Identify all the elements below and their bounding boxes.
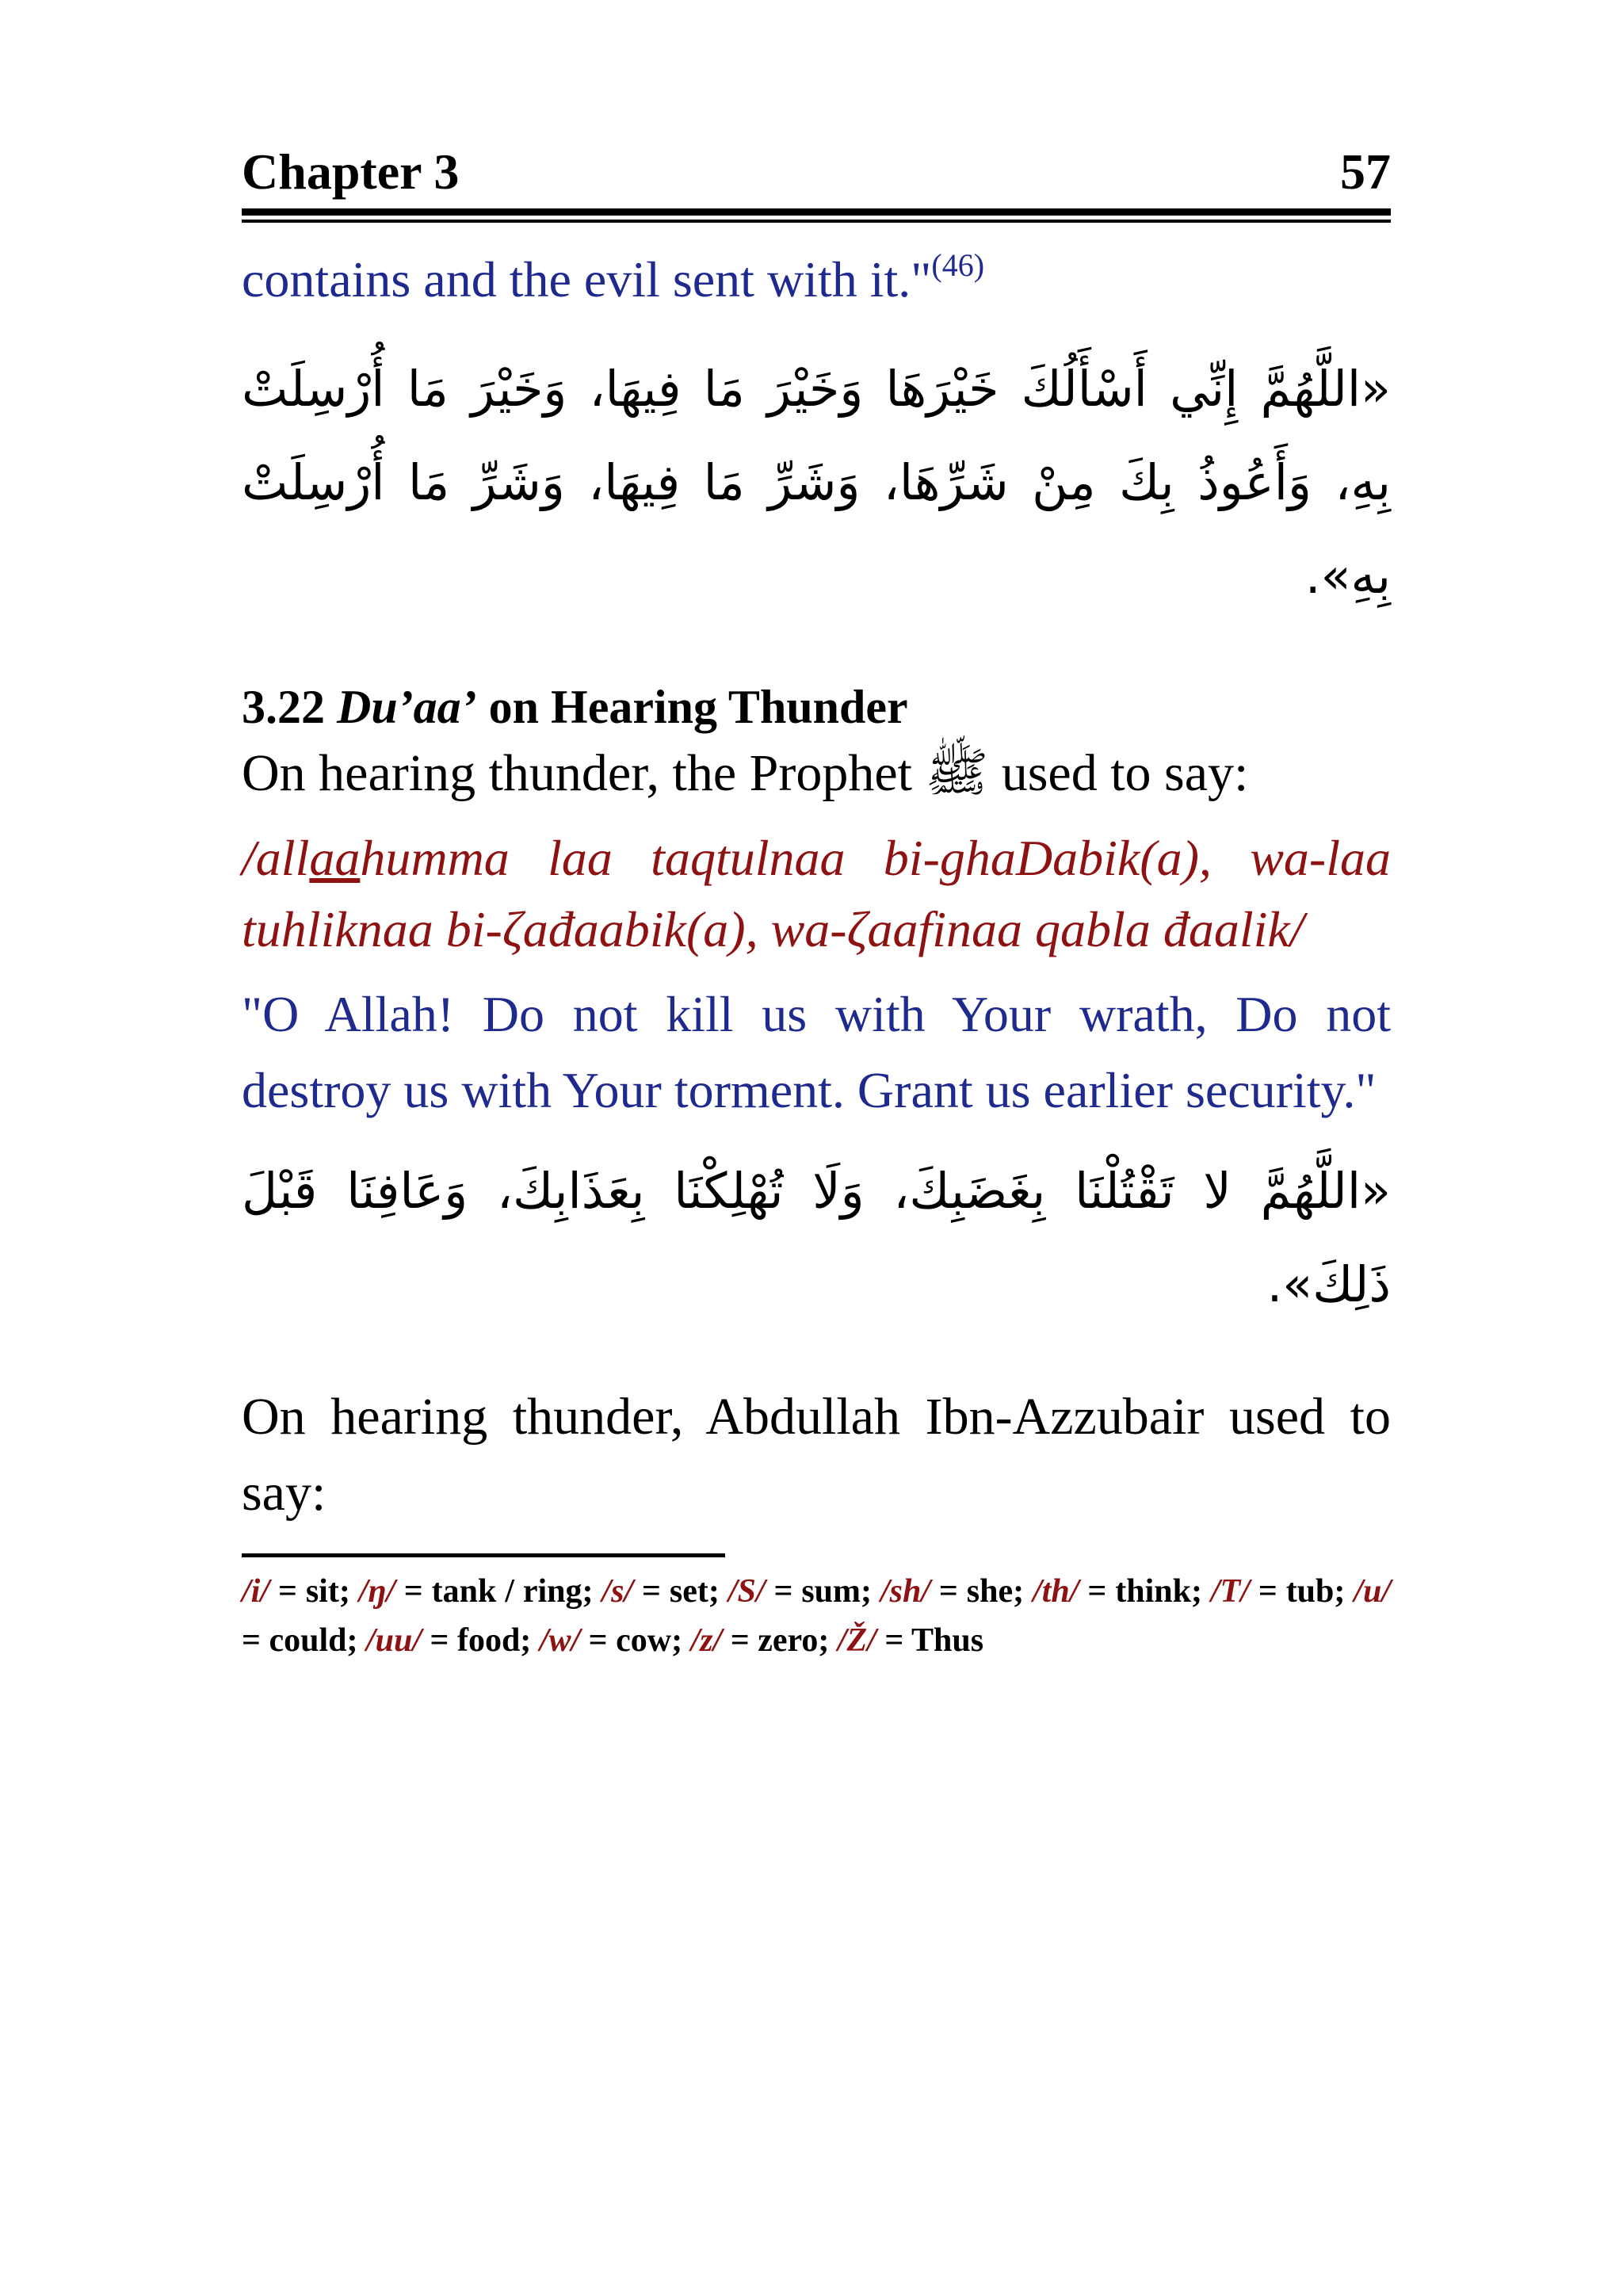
translit-prefix: /all (242, 829, 310, 886)
closing-paragraph: On hearing thunder, Abdullah Ibn-Azzubair used to say: (242, 1387, 1391, 1522)
key-example: tub; (1285, 1572, 1346, 1610)
key-symbol: /uu/ (365, 1622, 422, 1659)
key-equals: = (765, 1572, 802, 1610)
key-symbol: /i/ (242, 1572, 270, 1610)
key-symbol: /u/ (1354, 1572, 1392, 1610)
footnote-ref: (46) (931, 247, 985, 283)
key-symbol: /z/ (690, 1622, 723, 1659)
section-title-rest: on Hearing Thunder (488, 680, 908, 733)
key-symbol: /w/ (539, 1622, 581, 1659)
section-number: 3.22 (242, 680, 325, 733)
key-symbol: /s/ (601, 1572, 634, 1610)
key-symbol: /sh/ (880, 1572, 930, 1610)
key-example: sum; (801, 1572, 872, 1610)
key-equals: = (930, 1572, 967, 1610)
chapter-label: Chapter 3 (242, 143, 460, 200)
key-example: she; (966, 1572, 1025, 1610)
key-entry (242, 1573, 350, 1610)
transliteration (242, 823, 1391, 965)
header-rule-thin (242, 220, 1391, 223)
key-equals: = (722, 1622, 758, 1659)
translit-rest: humma laa taqtulnaa bi-ghaDabik(a), wa-laa tuhliknaa bi-ζađaabik(a), wa-ζaafinaa qabla đaalik/ (242, 829, 1391, 957)
continued-translation (242, 247, 1391, 311)
key-entry (880, 1573, 1024, 1610)
pronunciation-key (242, 1567, 1391, 1665)
key-equals: = (633, 1572, 670, 1610)
key-equals: = (269, 1572, 306, 1610)
footnote-rule (242, 1553, 725, 1557)
key-entry (691, 1622, 830, 1659)
book-page (242, 143, 1392, 1665)
key-entry (728, 1573, 872, 1610)
key-example: think; (1115, 1572, 1202, 1610)
key-symbol: /T/ (1210, 1572, 1250, 1610)
key-symbol: /S/ (727, 1572, 766, 1610)
section-heading (242, 678, 1391, 735)
key-example: set; (669, 1572, 720, 1610)
key-entry (1033, 1573, 1202, 1610)
page-number: 57 (1340, 143, 1391, 200)
key-entry (601, 1573, 719, 1610)
key-entry (838, 1622, 983, 1659)
key-example: Thus (911, 1622, 984, 1659)
translit-underlined: aa (309, 829, 361, 886)
key-example: cow; (616, 1622, 683, 1659)
key-symbol: /th/ (1033, 1572, 1079, 1610)
key-symbol: /Ž/ (837, 1622, 876, 1659)
key-entry (366, 1622, 531, 1659)
key-entry (1211, 1573, 1346, 1610)
key-equals: = (1079, 1572, 1116, 1610)
intro-text: On hearing thunder, the Prophet (242, 743, 912, 802)
key-equals: = (1249, 1572, 1286, 1610)
honorific-icon: ﷺ (925, 743, 989, 802)
header-rule-thick (242, 208, 1391, 216)
key-equals: = (422, 1622, 457, 1659)
arabic-dua-wind: «اللَّهُمَّ إِنِّي أَسْأَلُكَ خَيْرَهَا وَخَيْرَ مَا فِيهَا، وَخَيْرَ مَا أُرْسِلَتْ بِهِ، وَأَعُوذُ بِكَ مِنْ شَرِّهَا، وَشَرِّ مَا فِيهَا، وَشَرِّ مَا أُرْسِلَتْ بِهِ». (242, 359, 1391, 605)
page-header (242, 143, 1391, 200)
intro-text-after: used to say: (1001, 743, 1249, 802)
key-equals: = (395, 1572, 432, 1610)
section-title-italic: Du’aa’ (337, 680, 477, 733)
key-example: sit; (305, 1572, 350, 1610)
key-entry (540, 1622, 682, 1659)
key-equals: = (580, 1622, 617, 1659)
key-example: zero; (758, 1622, 830, 1659)
arabic-dua-thunder: «اللَّهُمَّ لا تَقْتُلْنَا بِغَضَبِكَ، وَلَا تُهْلِكْنَا بِعَذَابِكَ، وَعَافِنَا قَبْلَ ذَلِكَ». (242, 1161, 1391, 1313)
key-entry (359, 1573, 594, 1610)
key-equals: = (876, 1622, 912, 1659)
key-example: could; (269, 1622, 358, 1659)
continued-text: contains and the evil sent with it." (242, 251, 932, 308)
key-example: tank / ring; (431, 1572, 594, 1610)
intro-paragraph (242, 735, 1391, 812)
key-equals: = (242, 1622, 269, 1659)
key-example: food; (456, 1622, 532, 1659)
translation: "O Allah! Do not kill us with Your wrath, Do not destroy us with Your torment. Grant us earlier security." (242, 985, 1391, 1118)
key-symbol: /ŋ/ (358, 1572, 395, 1610)
